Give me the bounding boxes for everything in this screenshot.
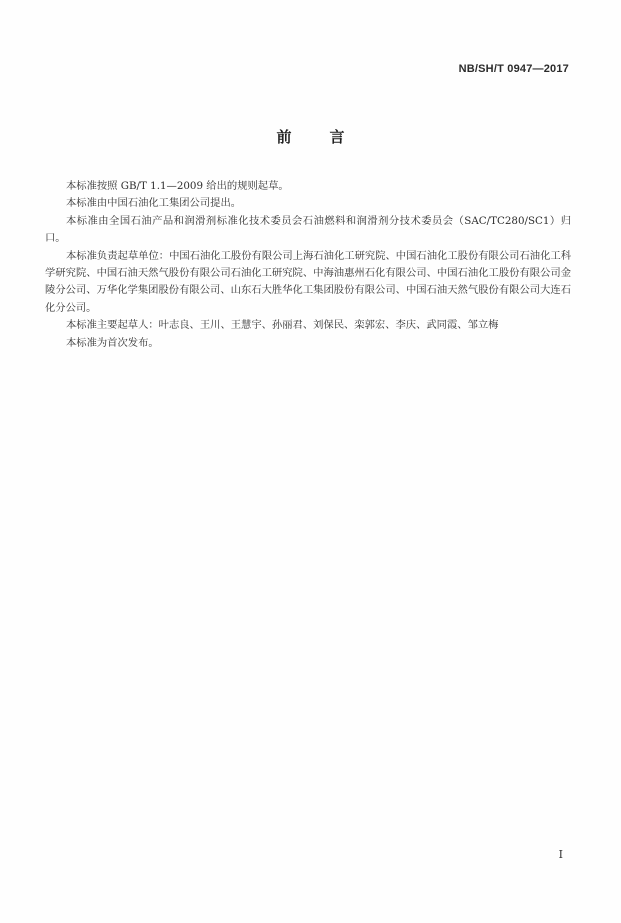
title-char-1: 前: [276, 128, 292, 146]
paragraph-drafting-units: 本标准负责起草单位：中国石油化工股份有限公司上海石油化工研究院、中国石油化工股份有限公司石油化工科学研究院、中国石油天然气股份有限公司石油化工研究院、中海油惠州石化有限公司、中国石油化工股份有限公司金陵分公司、万华化学集团股份有限公司、山东石大胜华化工集团股份有限公司、中国石油天然气股份有限公司大连石化分公司。: [45, 249, 571, 314]
paragraph-drafting-rules: 本标准按照 GB/T 1.1—2009 给出的规则起草。: [66, 180, 289, 192]
paragraph-proposer: 本标准由中国石油化工集团公司提出。: [66, 197, 242, 210]
paragraph-first-release: 本标准为首次发布。: [66, 336, 159, 349]
title-char-2: 言: [329, 128, 345, 146]
paragraph-technical-committee: 本标准由全国石油产品和润滑剂标准化技术委员会石油燃料和润滑剂分技术委员会（SAC/TC280/SC1）归口。: [45, 214, 571, 245]
foreword-body: [45, 178, 571, 352]
page-title: [0, 126, 621, 147]
standard-number: NB/SH/T 0947—2017: [458, 63, 569, 75]
paragraph-drafters: 本标准主要起草人：叶志良、王川、王慧宇、孙丽君、刘保民、栾郭宏、李庆、武同霞、邹立梅: [66, 319, 499, 332]
page-number: I: [558, 848, 563, 861]
